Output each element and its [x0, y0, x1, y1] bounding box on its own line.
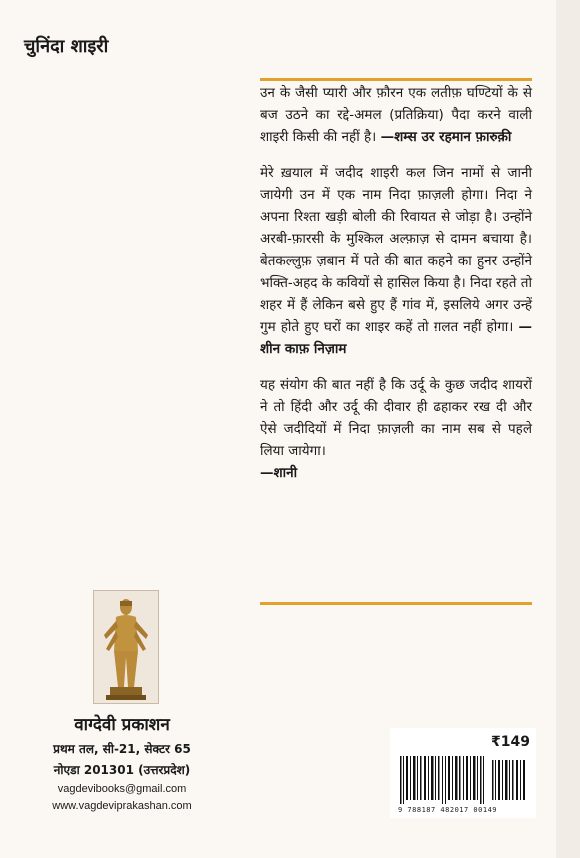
quote-2-attribution: —शीन काफ़ निज़ाम	[260, 319, 532, 357]
publisher-name: वाग्देवी प्रकाशन	[74, 715, 170, 735]
publisher-address-line2: नोएडा 201301 (उत्तरप्रदेश)	[53, 763, 191, 777]
top-divider	[260, 78, 532, 81]
barcode-icon	[398, 756, 528, 804]
isbn-number: 9 788187 482017 00149	[398, 806, 498, 814]
barcode-panel	[390, 728, 536, 818]
statue-icon	[94, 591, 158, 703]
quote-1	[260, 82, 532, 148]
quote-3-text: यह संयोग की बात नहीं है कि उर्दू के कुछ जदीद शायरों ने तो हिंदी और उर्दू की दीवार ही ढहाकर रख दी और ऐसे जदीदियों में निदा फ़ाज़ली का नाम सब से पहले लिया जायेगा।	[260, 377, 532, 459]
quote-2	[260, 162, 532, 360]
page-edge	[556, 0, 580, 858]
barcode-image	[398, 756, 528, 804]
quote-3-attribution: —शानी	[260, 465, 298, 481]
book-title: चुनिंदा शाइरी	[24, 36, 109, 57]
bottom-divider	[260, 602, 532, 605]
quote-1-text: उन के जैसी प्यारी और फ़ौरन एक लतीफ़ घण्टियों के से बज उठने का रद्दे-अमल (प्रतिक्रिया) पैदा करने वाली शाइरी किसी की नहीं है।	[260, 85, 532, 145]
publisher-email: vagdevibooks@gmail.com	[57, 783, 187, 795]
publisher-address-line1: प्रथम तल, सी-21, सेक्टर 65	[53, 742, 191, 756]
quote-3	[260, 374, 532, 484]
quotes-section	[260, 82, 532, 484]
price-label: ₹149	[491, 734, 530, 750]
quote-2-text: मेरे ख़याल में जदीद शाइरी कल जिन नामों से जानी जायेगी उन में एक नाम निदा फ़ाज़ली होगा। निदा ने अपना रिश्ता खड़ी बोली की रिवायत से जोड़ा है। उन्होंने अरबी-फ़ारसी के मुश्किल अल्फ़ाज़ से दामन बचाया है। बेतकल्लुफ़ ज़बान में पते की बात कहने का हुनर उन्होंने भक्ति-अहद के कवियों से हासिल किया है। निदा रहते तो शहर में हैं लेकिन बसे हुए हैं गांव में, इसलिये अगर उन्हें गुम होते हुए घरों का शाइर कहें तो ग़लत नहीं होगा।	[260, 165, 532, 335]
goddess-statue-image	[93, 590, 159, 704]
quote-1-attribution: —शम्स उर रहमान फ़ारुक़ी	[380, 129, 512, 145]
publisher-website: www.vagdeviprakashan.com	[52, 800, 192, 812]
publisher-block	[22, 712, 222, 815]
